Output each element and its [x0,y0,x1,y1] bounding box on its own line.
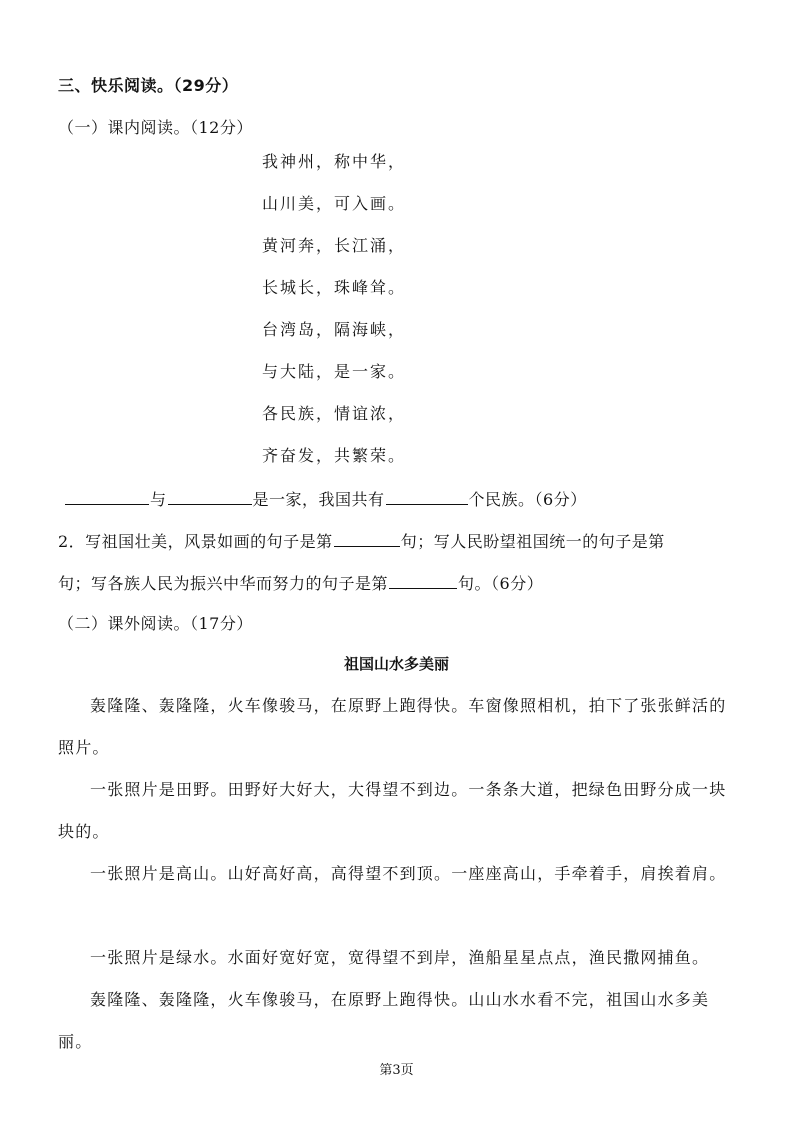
question-1-text: 与 [150,490,167,509]
article-paragraph: 轰隆隆、轰隆隆，火车像骏马，在原野上跑得快。山山水水看不完，祖国山水多美丽。 [58,990,710,1051]
question-2-line-1 [58,530,665,552]
answer-blank[interactable] [386,488,468,505]
part2-title: （二）课外阅读。（17分） [58,614,253,633]
question-2-text: 句；写人民盼望祖国统一的句子是第 [400,532,665,551]
poem-line: 山川美，可入画。 [262,194,407,213]
answer-blank[interactable] [168,488,252,505]
poem-line: 与大陆，是一家。 [262,362,407,381]
question-1 [64,488,587,510]
question-2-text: 句。（6分） [458,574,544,593]
article-paragraph: 一张照片是绿水。水面好宽好宽，宽得望不到岸，渔船星星点点，渔民撒网捕鱼。 [90,948,710,967]
question-1-text: 是一家，我国共有 [252,490,385,509]
question-1-text: 个民族。（6分） [468,490,587,509]
question-2-text: 句；写各族人民为振兴中华而努力的句子是第 [58,574,389,593]
article-paragraph: 一张照片是高山。山好高好高，高得望不到顶。一座座高山，手牵着手，肩挨着肩。 [90,864,727,883]
poem-line: 长城长，珠峰耸。 [262,278,407,297]
section-title: 三、快乐阅读。（29分） [58,76,239,95]
poem-line: 我神州，称中华， [262,152,407,171]
poem-line: 台湾岛，隔海峡， [262,320,407,339]
page-number: 第3页 [379,1063,414,1078]
poem-line: 齐奋发，共繁荣。 [262,446,407,465]
answer-blank[interactable] [65,488,149,505]
article-title: 祖国山水多美丽 [343,655,449,673]
question-2-line-2 [58,572,543,594]
part1-title: （一）课内阅读。（12分） [58,118,253,137]
question-2-text: 2．写祖国壮美，风景如画的句子是第 [58,532,333,551]
poem-line: 各民族，情谊浓， [262,404,407,423]
answer-blank[interactable] [334,530,400,547]
article-paragraph: 轰隆隆、轰隆隆，火车像骏马，在原野上跑得快。车窗像照相机，拍下了张张鲜活的照片。 [58,696,727,757]
poem-line: 黄河奔，长江涌， [262,236,407,255]
article-paragraph: 一张照片是田野。田野好大好大，大得望不到边。一条条大道，把绿色田野分成一块块的。 [58,780,727,841]
answer-blank[interactable] [389,572,457,589]
